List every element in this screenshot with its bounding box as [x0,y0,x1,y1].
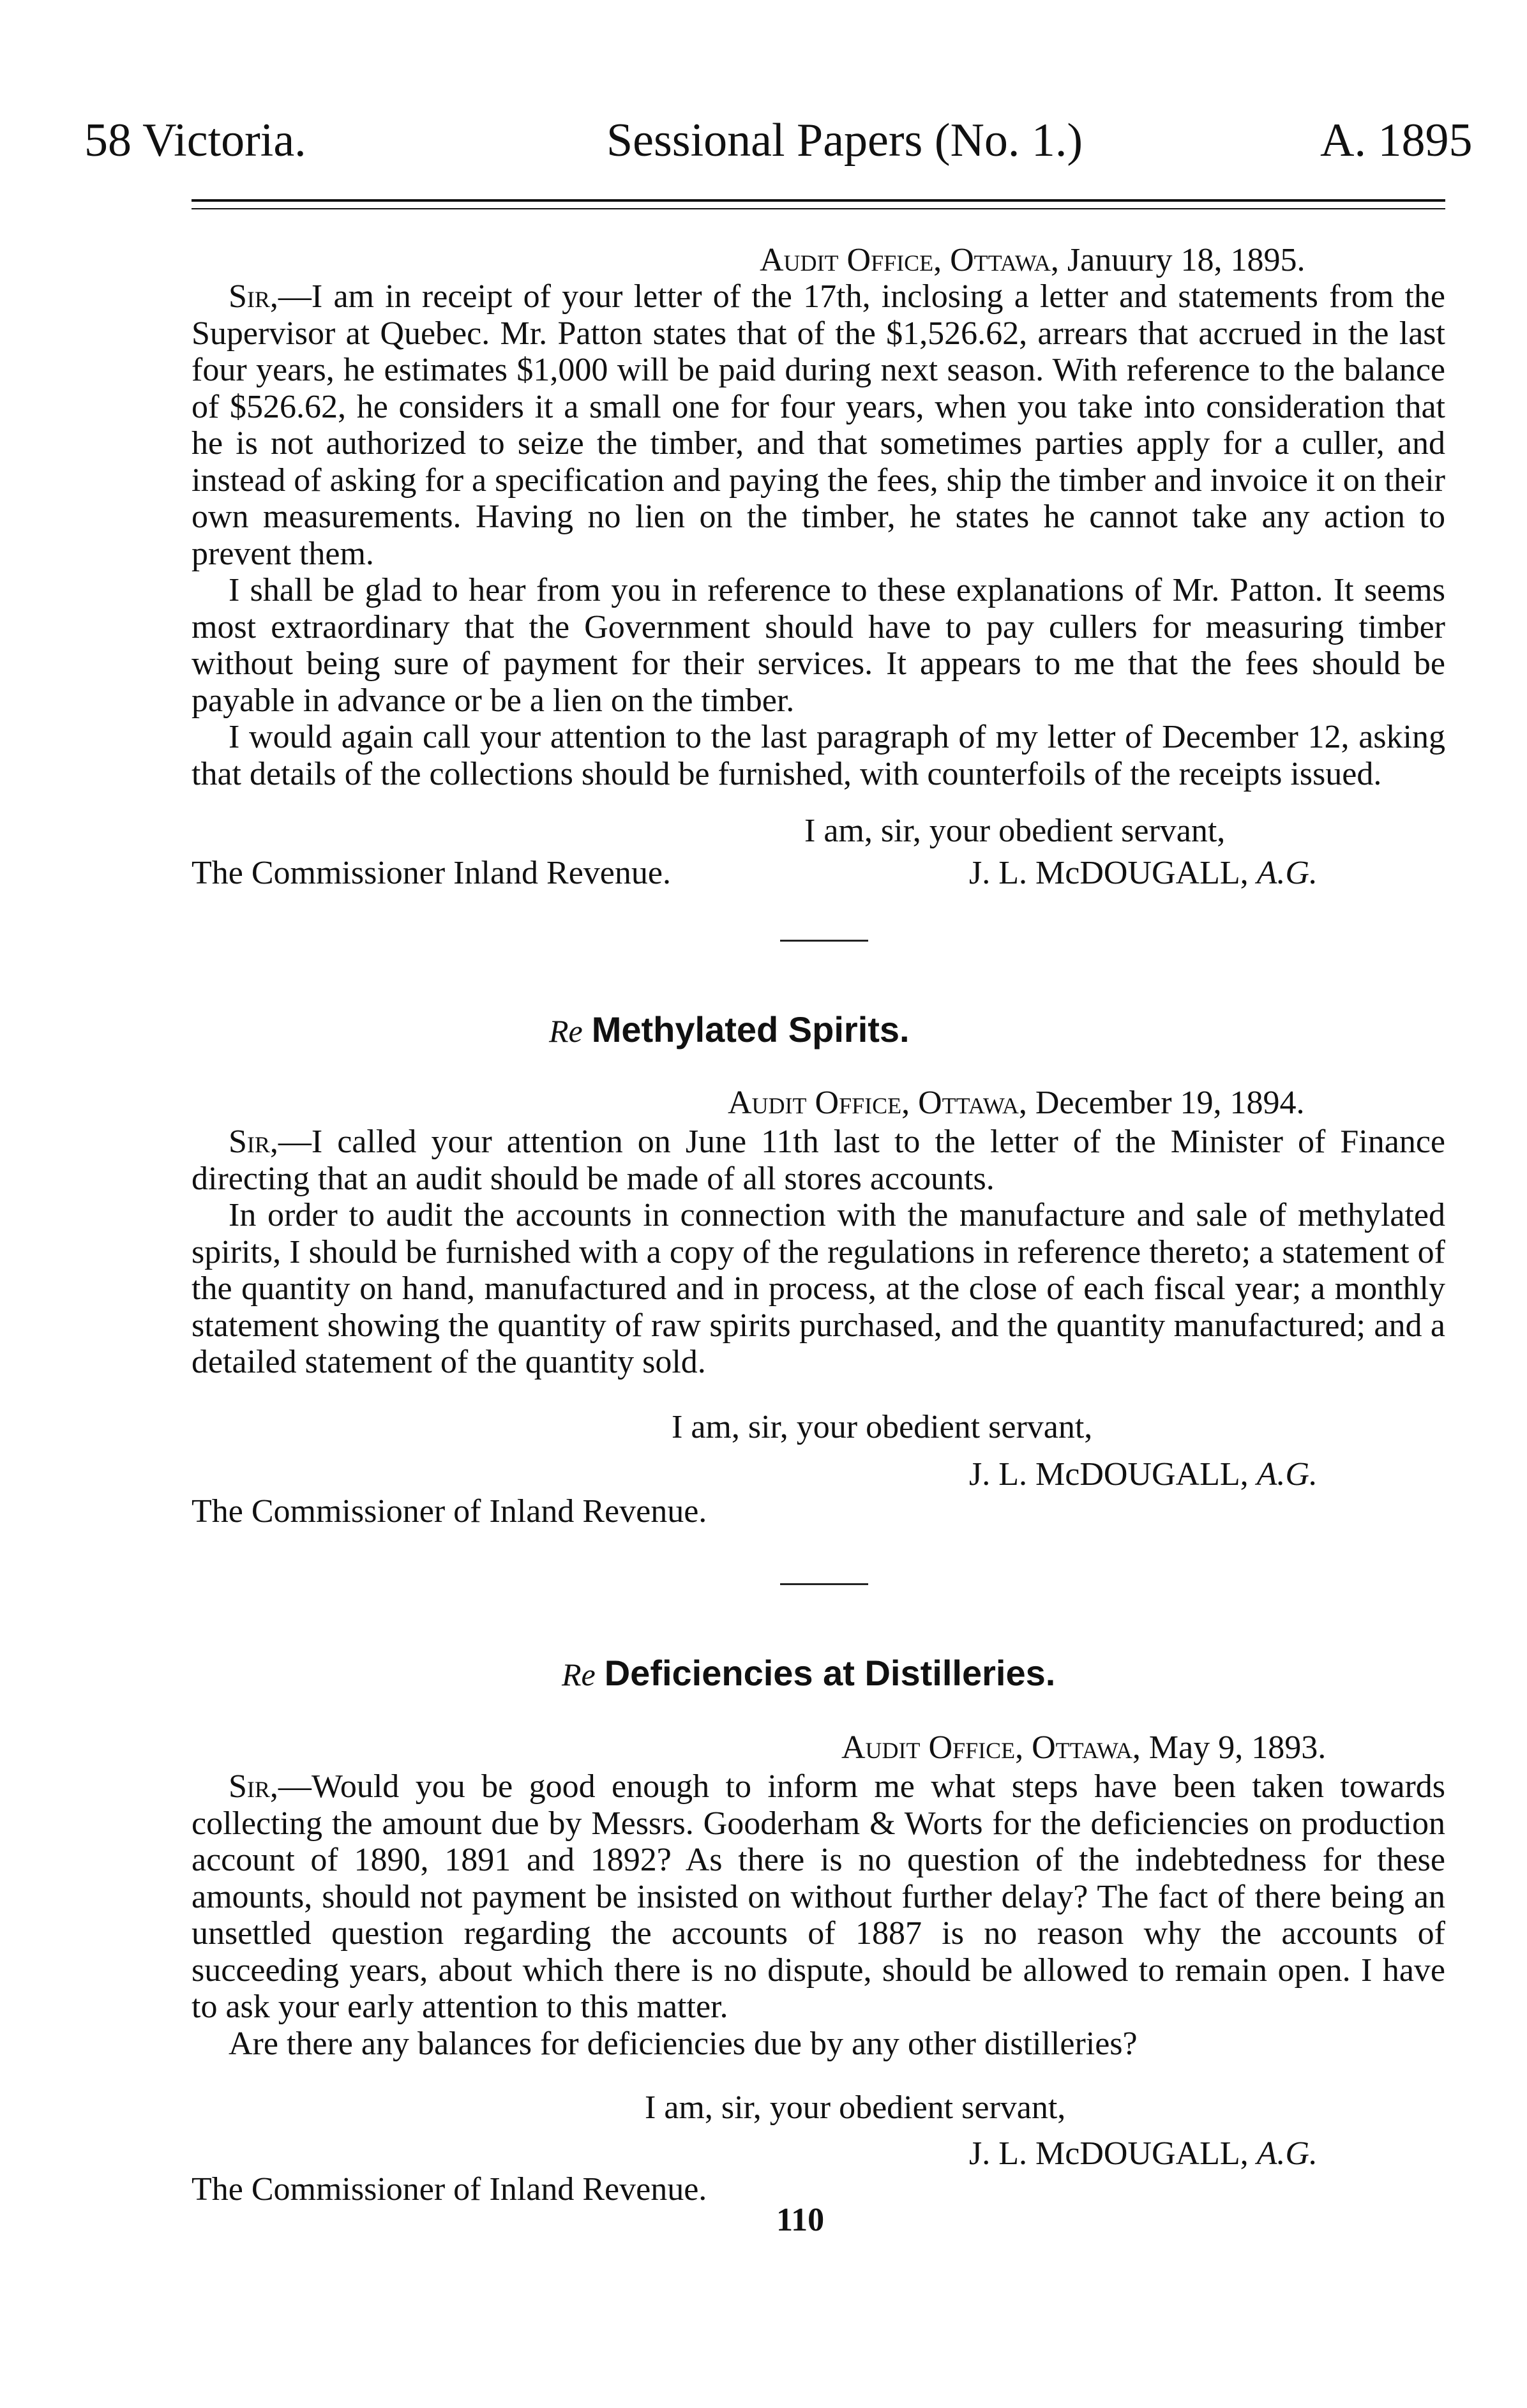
section2-para2: In order to audit the accounts in connection with the manufacture and sale of methylated spirits, I should be furnished with a copy of the regulations in reference thereto; a statement of the quantity on hand, manufactured and in process, at the close of each fiscal year; a monthly statement showing the quantity of raw spirits purchased, and the quantity manufactured; and a detailed statement of the quantity sold. [192,1197,1445,1380]
letter1-addressee: The Commissioner Inland Revenue. [192,855,671,891]
letter1-signature: J. L. McDOUGALL, A.G. [969,855,1318,891]
section3-signature: J. L. McDOUGALL, A.G. [969,2135,1318,2172]
section2-dateline: Audit Office, Ottawa, December 19, 1894. [728,1085,1305,1121]
section2-title: Re Methylated Spirits. [549,1009,910,1050]
section3-dateline: Audit Office, Ottawa, May 9, 1893. [841,1729,1327,1766]
section2-addressee: The Commissioner of Inland Revenue. [192,1493,707,1530]
section3-title: Re Deficiencies at Distilleries. [562,1653,1056,1693]
letter1-body [192,278,1445,792]
letter1-para1: Sir,—I am in receipt of your letter of the 17th, inclosing a letter and statements from the Supervisor at Quebec. Mr. Patton states that of the $1,526.62, arrears that accrued in the last four years, he estimates $1,000 will be paid during next season. With reference to the balance of $526.62, he considers it a small one for four years, when you take into consideration that he is not authorized to seize the timber, and that sometimes parties apply for a culler, and instead of asking for a specification and paying the fees, ship the timber and invoice it on their own measurements. Having no lien on the timber, he states he cannot take any action to prevent them. [192,278,1445,572]
section3-addressee: The Commissioner of Inland Revenue. [192,2171,707,2208]
section2-signature: J. L. McDOUGALL, A.G. [969,1456,1318,1493]
letter1-para2: I shall be glad to hear from you in reference to these explanations of Mr. Patton. It seems most extraordinary that the Government should have to pay cullers for measuring timber without being sure of payment for their services. It appears to me that the fees should be payable in advance or be a lien on the timber. [192,572,1445,719]
section-divider [780,940,868,942]
section3-para2: Are there any balances for deficiencies due by any other distilleries? [229,2025,1138,2062]
page-number: 110 [776,2202,825,2238]
header-rule-top [192,199,1445,202]
section3-body [192,1768,1445,2062]
header-title: Sessional Papers (No. 1.) [606,114,1083,167]
header-session: 58 Victoria. [84,114,306,167]
section2-closing: I am, sir, your obedient servant, [672,1409,1093,1445]
letter1-para3: I would again call your attention to the last paragraph of my letter of December 12, asking that details of the collections should be furnished, with counterfoils of the receipts issued. [192,719,1445,792]
section2-para1: Sir,—I called your attention on June 11th last to the letter of the Minister of Finance directing that an audit should be made of all stores accounts. [192,1124,1445,1197]
header-year: A. 1895 [1320,114,1473,167]
section3-para1: Sir,—Would you be good enough to inform me what steps have been taken towards collecting the amount due by Messrs. Gooderham & Worts for the deficiencies on production account of 1890, 1891 and 1892? As there is no question of the indebtedness for these amounts, should not payment be insisted on without further delay? The fact of there being an unsettled question regarding the accounts of 1887 is no reason why the accounts of succeeding years, about which there is no dispute, should be allowed to remain open. I have to ask your early attention to this matter. [192,1768,1445,2025]
section3-closing: I am, sir, your obedient servant, [645,2089,1066,2126]
section2-body [192,1124,1445,1381]
letter1-dateline: Audit Office, Ottawa, Januury 18, 1895. [760,242,1305,278]
header-rule-bottom [192,208,1445,209]
section-divider [780,1583,868,1585]
letter1-closing: I am, sir, your obedient servant, [804,813,1226,849]
